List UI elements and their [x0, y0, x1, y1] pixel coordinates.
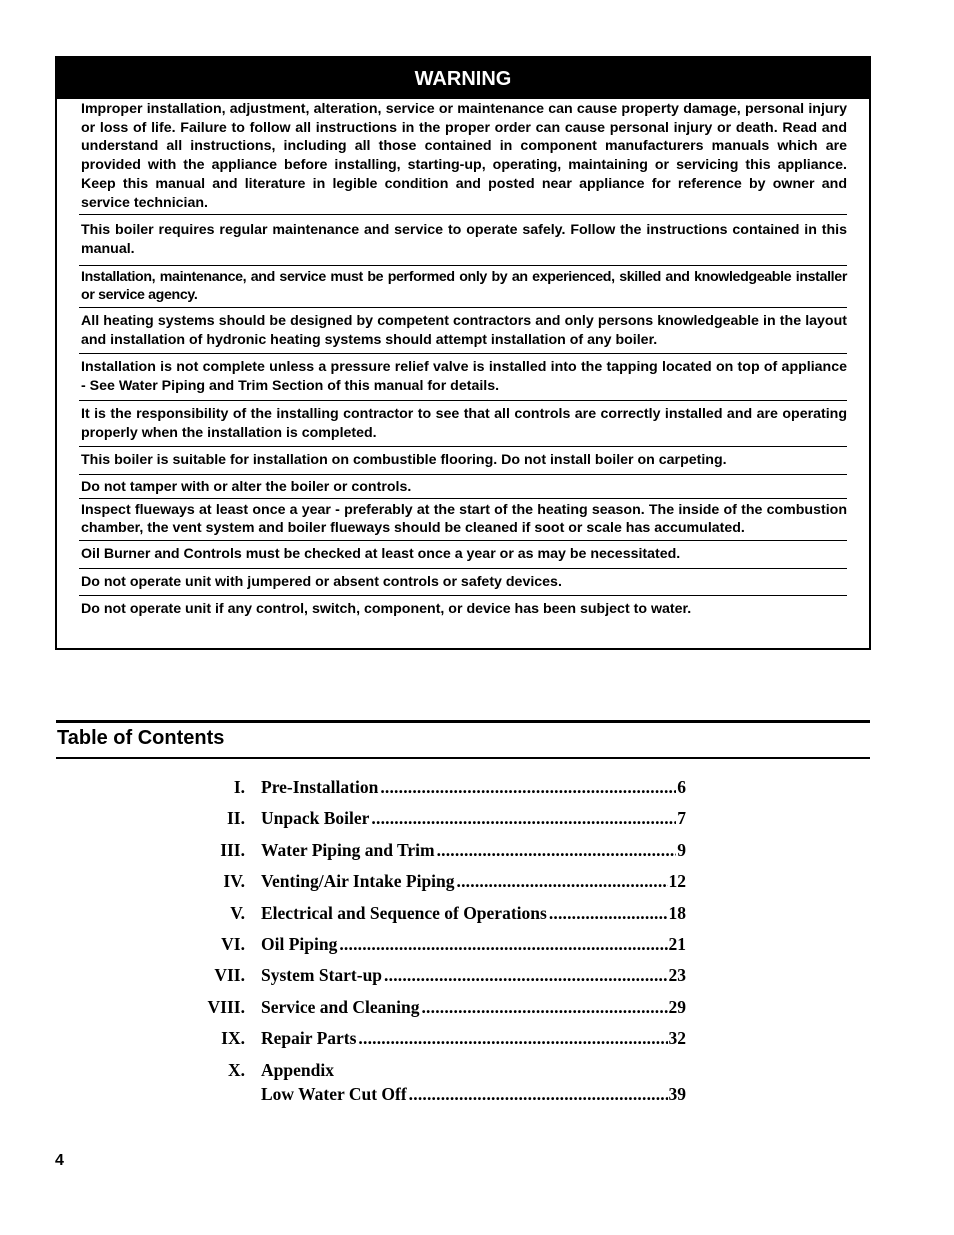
toc-entry-number: IX. — [221, 1028, 245, 1049]
toc-entry-page: 18 — [668, 902, 686, 923]
toc-entry[interactable] — [196, 963, 686, 994]
toc-entry[interactable] — [196, 932, 686, 963]
toc-entry-label: Unpack Boiler — [261, 808, 370, 829]
toc-entry-number: VIII. — [207, 996, 245, 1017]
page-number: 4 — [55, 1152, 64, 1169]
toc-entry-page: 29 — [668, 996, 686, 1017]
toc-entry[interactable] — [196, 806, 686, 837]
toc-entry-label: Electrical and Sequence of Operations — [261, 902, 547, 923]
toc-leader-dots — [384, 963, 667, 987]
toc-entry[interactable] — [196, 1026, 686, 1057]
toc-entry-page: 21 — [668, 933, 686, 954]
toc-entry-label: Repair Parts — [261, 1028, 357, 1049]
toc-entry[interactable] — [196, 775, 686, 806]
toc-entry-label: Appendix — [261, 1059, 334, 1080]
toc-leader-dots — [421, 995, 667, 1019]
toc-leader-dots — [549, 901, 668, 925]
toc-entry-number: IV. — [223, 871, 245, 892]
toc-list — [196, 775, 686, 1108]
warning-item: Improper installation, adjustment, alteration, service or maintenance can cause property damage, personal injury or loss of life. Failure to follow all instructions in the proper order can cause personal injury or death. Read and understand all instructions, including all those contained in component manufacturers manuals which are provided with the appliance before installing, starting-up, operating, maintaining or servicing this appliance. Keep this manual and literature in legible condition and posted near appliance for reference by owner and service technician. — [79, 99, 847, 215]
toc-entry-label: Venting/Air Intake Piping — [261, 871, 455, 892]
toc-top-rule — [56, 720, 870, 723]
toc-entry-page: 12 — [668, 871, 686, 892]
warning-item: Installation is not complete unless a pressure relief valve is installed into the tapping located on top of appliance - See Water Piping and Trim Section of this manual for details. — [79, 354, 847, 400]
toc-bottom-rule — [56, 757, 870, 759]
toc-entry-number: III. — [220, 839, 245, 860]
toc-leader-dots — [371, 806, 676, 830]
toc-leader-dots — [339, 932, 667, 956]
warning-item: Inspect flueways at least once a year - preferably at the start of the heating season. The inside of the combustion chamber, the vent system and boiler flueways should be cleaned if soot or scale has accumulated. — [79, 499, 847, 541]
toc-title: Table of Contents — [57, 727, 225, 749]
warning-item: It is the responsibility of the installing contractor to see that all controls are correctly installed and are operating properly when the installation is completed. — [79, 401, 847, 447]
toc-entry-page: 39 — [668, 1083, 686, 1104]
toc-entry-label: System Start-up — [261, 965, 383, 986]
toc-entry-appendix-sub[interactable] — [196, 1082, 686, 1108]
toc-leader-dots — [437, 838, 677, 862]
toc-entry[interactable] — [196, 901, 686, 932]
toc-entry-label: Oil Piping — [261, 933, 338, 954]
toc-entry-page: 23 — [668, 965, 686, 986]
warning-item: Do not operate unit with jumpered or absent controls or safety devices. — [79, 569, 847, 597]
toc-entry[interactable] — [196, 869, 686, 900]
toc-leader-dots — [409, 1082, 668, 1106]
toc-entry-page: 6 — [677, 777, 686, 797]
warning-box — [55, 56, 871, 650]
warning-item: All heating systems should be designed by competent contractors and only persons knowledgeable in the layout and installation of hydronic heating systems should attempt installation of any boiler. — [79, 308, 847, 354]
toc-entry-label: Low Water Cut Off — [261, 1083, 407, 1104]
warning-title: WARNING — [57, 58, 869, 99]
toc-entry-number: VII. — [214, 965, 245, 986]
toc-entry[interactable] — [196, 995, 686, 1026]
toc-entry-number: I. — [233, 777, 245, 797]
toc-entry-page: 7 — [677, 808, 686, 829]
toc-entry-label: Water Piping and Trim — [261, 839, 435, 860]
warning-list — [79, 99, 847, 623]
toc-leader-dots — [358, 1026, 667, 1050]
toc-entry-appendix[interactable] — [196, 1058, 686, 1082]
toc-entry-page: 9 — [677, 839, 686, 860]
warning-item: Installation, maintenance, and service must be performed only by an experienced, skilled and knowledgeable installer or service agency. — [79, 266, 847, 308]
warning-item: This boiler requires regular maintenance and service to operate safely. Follow the instructions contained in this manual. — [79, 215, 847, 265]
toc-entry-number: II. — [227, 808, 245, 829]
toc-entry-label: Service and Cleaning — [261, 996, 420, 1017]
toc-entry-number: X. — [227, 1059, 245, 1080]
toc-entry-number: VI. — [221, 933, 245, 954]
toc-entry-label: Pre-Installation — [261, 777, 379, 797]
warning-item: Do not tamper with or alter the boiler or controls. — [79, 475, 847, 499]
warning-item: Oil Burner and Controls must be checked at least once a year or as may be necessitated. — [79, 541, 847, 569]
toc-entry-number: V. — [230, 902, 245, 923]
warning-item: Do not operate unit if any control, switch, component, or device has been subject to water. — [81, 601, 692, 618]
toc-leader-dots — [457, 869, 668, 893]
toc-leader-dots — [380, 775, 676, 799]
toc-entry[interactable] — [196, 838, 686, 869]
warning-item: This boiler is suitable for installation on combustible flooring. Do not install boiler on carpeting. — [79, 447, 847, 475]
toc-entry-page: 32 — [668, 1028, 686, 1049]
